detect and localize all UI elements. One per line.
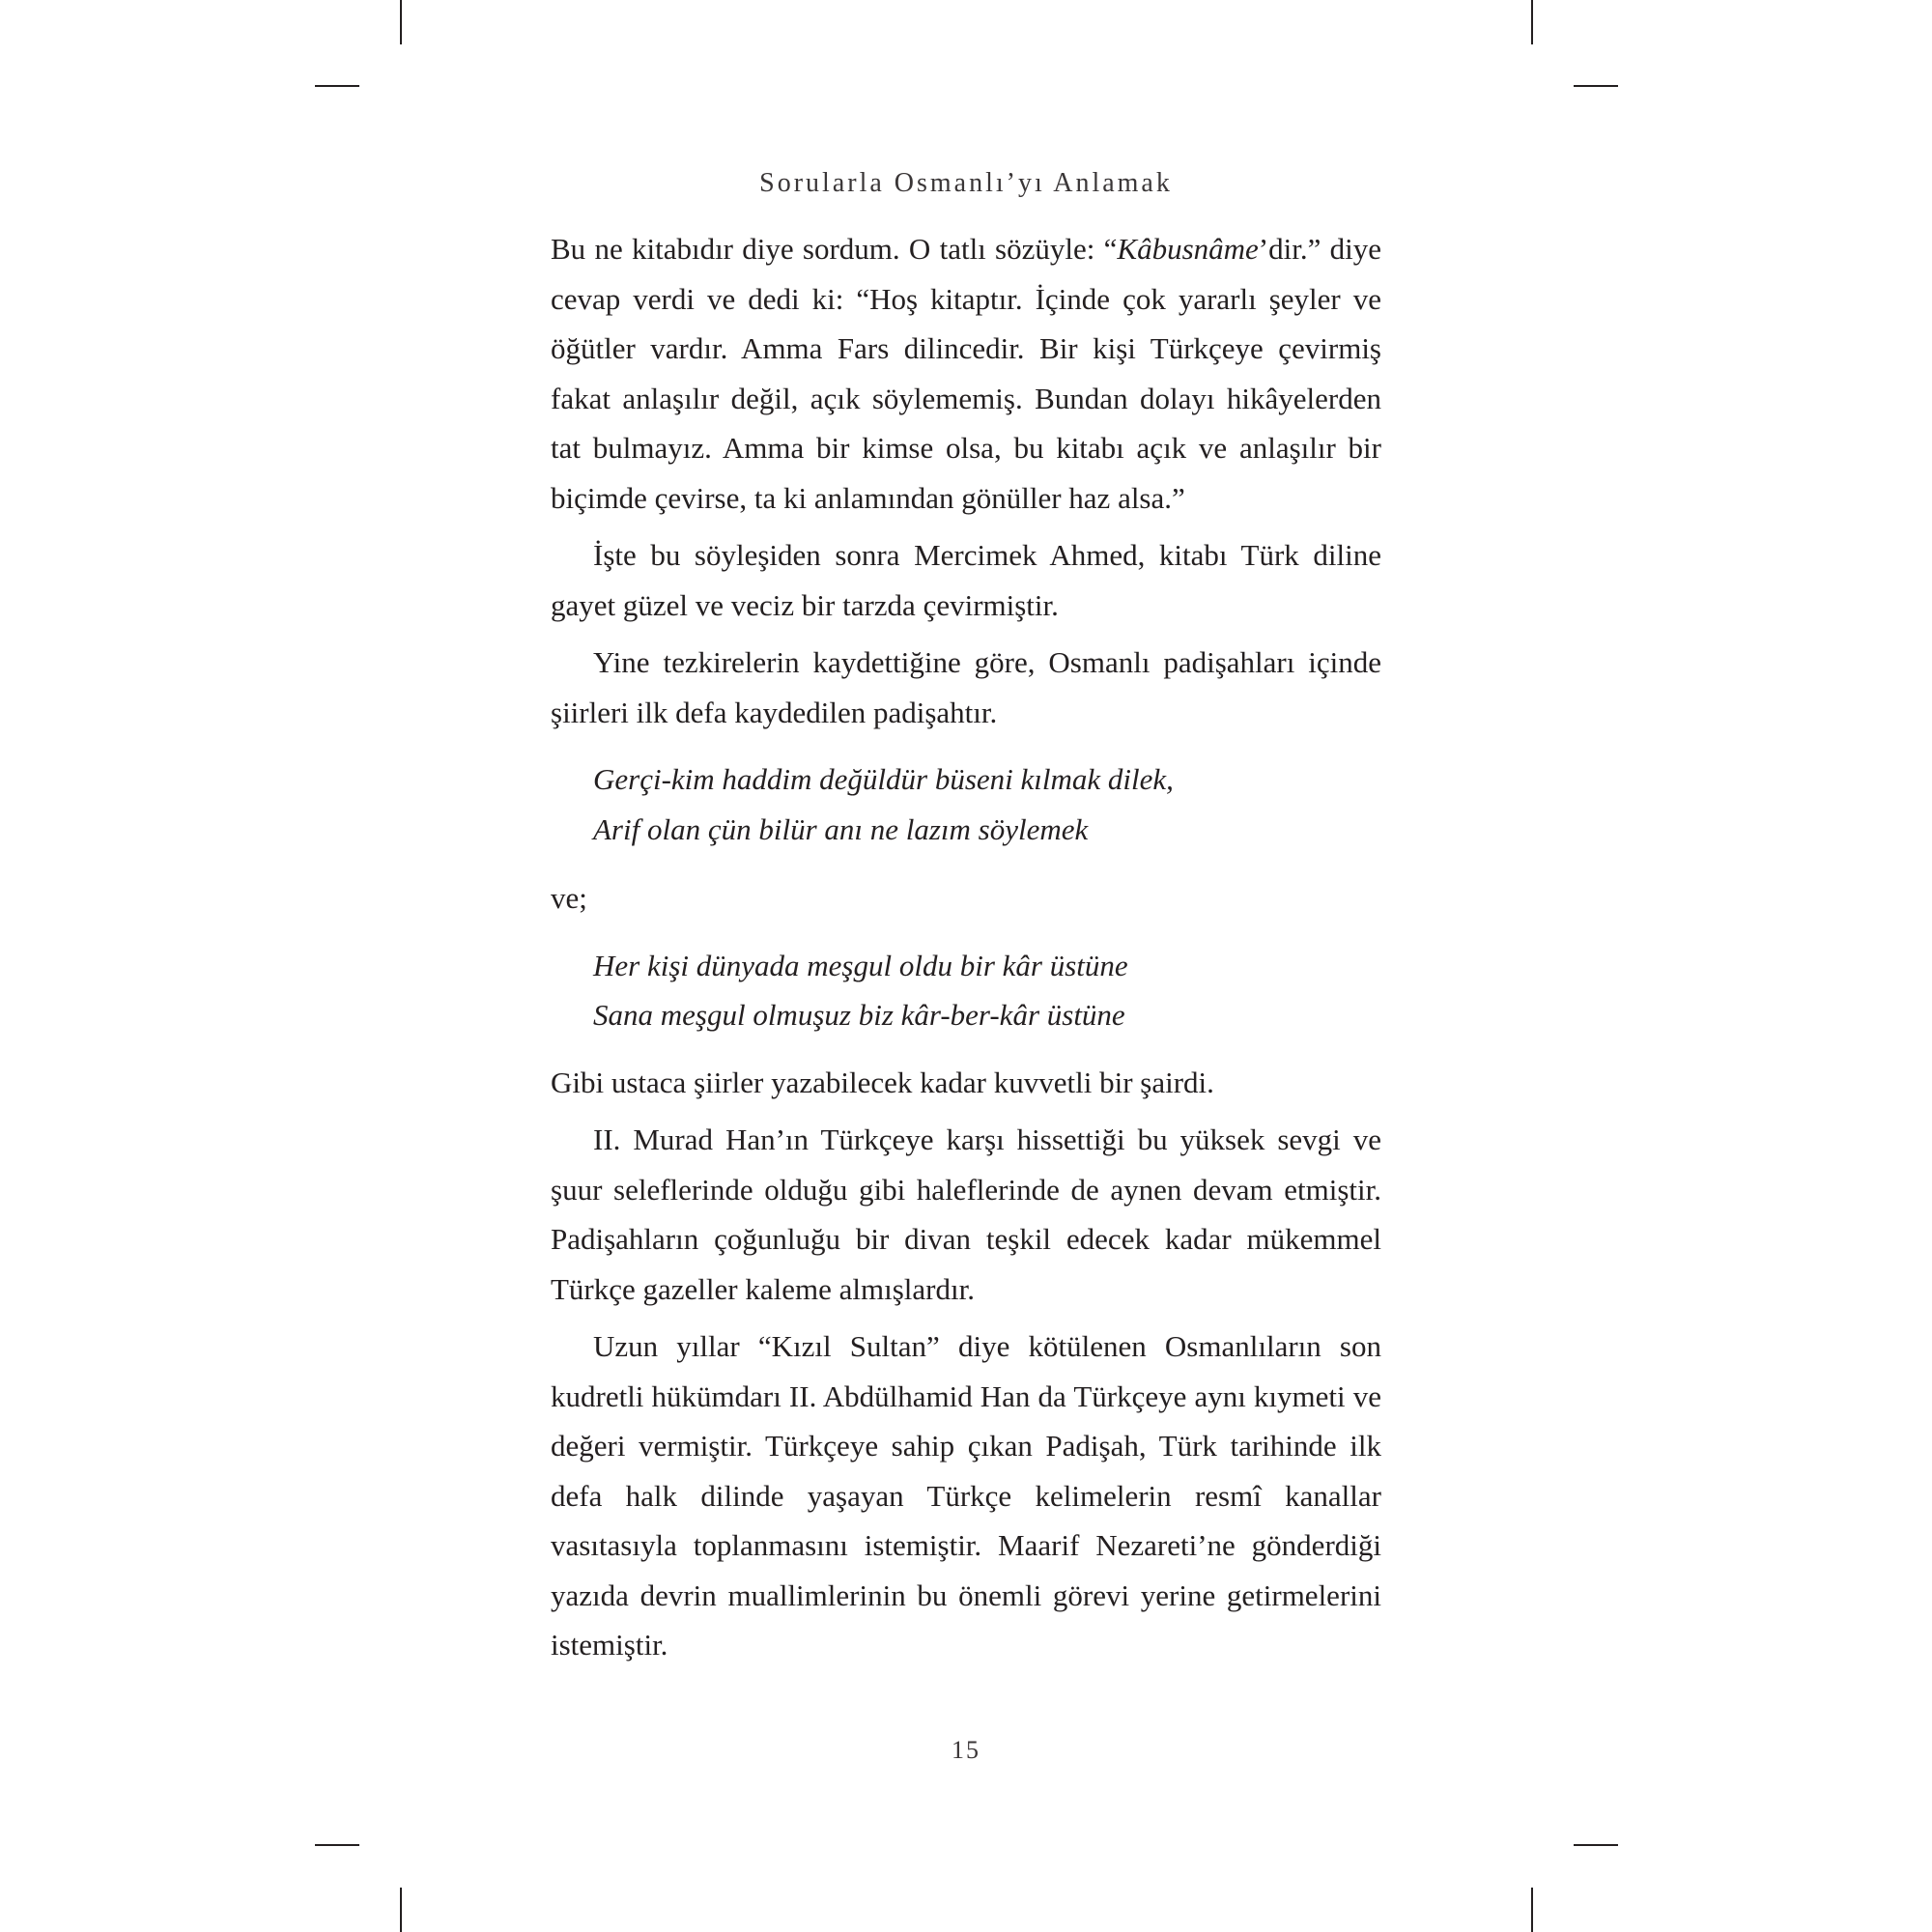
quote-text: ’dir.” diye cevap verdi ve dedi ki: “Hoş kitaptır. İçinde çok yararlı şeyler ve öğütler vardır. Amma Fars dilincedir. Bir kişi Türkçeye çevirmiş fakat anlaşılır değil, açık söylememiş. Bundan dolayı hikâyelerden tat bulmayız. Amma bir kimse olsa, bu kitabı açık ve anlaşılır bir biçimde çevirse, ta ki anlamından gönüller haz alsa.”	[551, 232, 1381, 515]
poem-stanza	[593, 941, 1381, 1040]
paragraph: İşte bu söyleşiden sonra Mercimek Ahmed, kitabı Türk diline gayet güzel ve veciz bir tarzda çevirmiştir.	[551, 538, 1381, 622]
crop-mark	[1574, 1844, 1618, 1846]
paragraph: II. Murad Han’ın Türkçeye karşı hissettiği bu yüksek sevgi ve şuur seleflerinde olduğu gibi haleflerinde de aynen devam etmiştir. Padişahların çoğunluğu bir divan teşkil edecek kadar mükemmel Türkçe gazeller kaleme almışlardır.	[551, 1122, 1381, 1306]
crop-mark	[315, 1844, 359, 1846]
page-body	[551, 224, 1381, 1670]
crop-mark	[400, 0, 402, 44]
quote-text: Bu ne kitabıdır diye sordum. O tatlı sözüyle: “	[551, 232, 1118, 266]
running-head: Sorularla Osmanlı’yı Anlamak	[759, 168, 1173, 198]
crop-mark	[1531, 0, 1533, 44]
paragraph: Yine tezkirelerin kaydettiğine göre, Osmanlı padişahları içinde şiirleri ilk defa kaydedilen padişahtır.	[551, 645, 1381, 729]
quote-block	[551, 224, 1381, 523]
poem-line: Arif olan çün bilür anı ne lazım söylemek	[593, 811, 1089, 846]
paragraph: Gibi ustaca şiirler yazabilecek kadar kuvvetli bir şairdi.	[551, 1065, 1214, 1099]
crop-mark	[400, 1888, 402, 1932]
crop-mark	[1574, 85, 1618, 87]
paragraph: Uzun yıllar “Kızıl Sultan” diye kötülenen Osmanlıların son kudretli hükümdarı II. Abdülhamid Han da Türkçeye aynı kıymeti ve değeri vermiştir. Türkçeye sahip çıkan Padişah, Türk tarihinde ilk defa halk dilinde yaşayan Türkçe kelimelerin resmî kanallar vasıtasıyla toplanmasını istemiştir. Maarif Nezareti’ne gönderdiği yazıda devrin muallimlerinin bu önemli görevi yerine getirmelerini istemiştir.	[551, 1329, 1381, 1662]
page-number: 15	[952, 1736, 980, 1764]
connector-text: ve;	[551, 881, 587, 915]
crop-mark	[1531, 1888, 1533, 1932]
poem-line: Gerçi-kim haddim değüldür büseni kılmak dilek,	[593, 762, 1174, 796]
poem-line: Sana meşgul olmuşuz biz kâr-ber-kâr üstüne	[593, 998, 1125, 1032]
book-title: Kâbusnâme	[1117, 232, 1259, 266]
crop-mark	[315, 85, 359, 87]
poem-line: Her kişi dünyada meşgul oldu bir kâr üstüne	[593, 948, 1128, 982]
poem-stanza	[593, 754, 1381, 854]
